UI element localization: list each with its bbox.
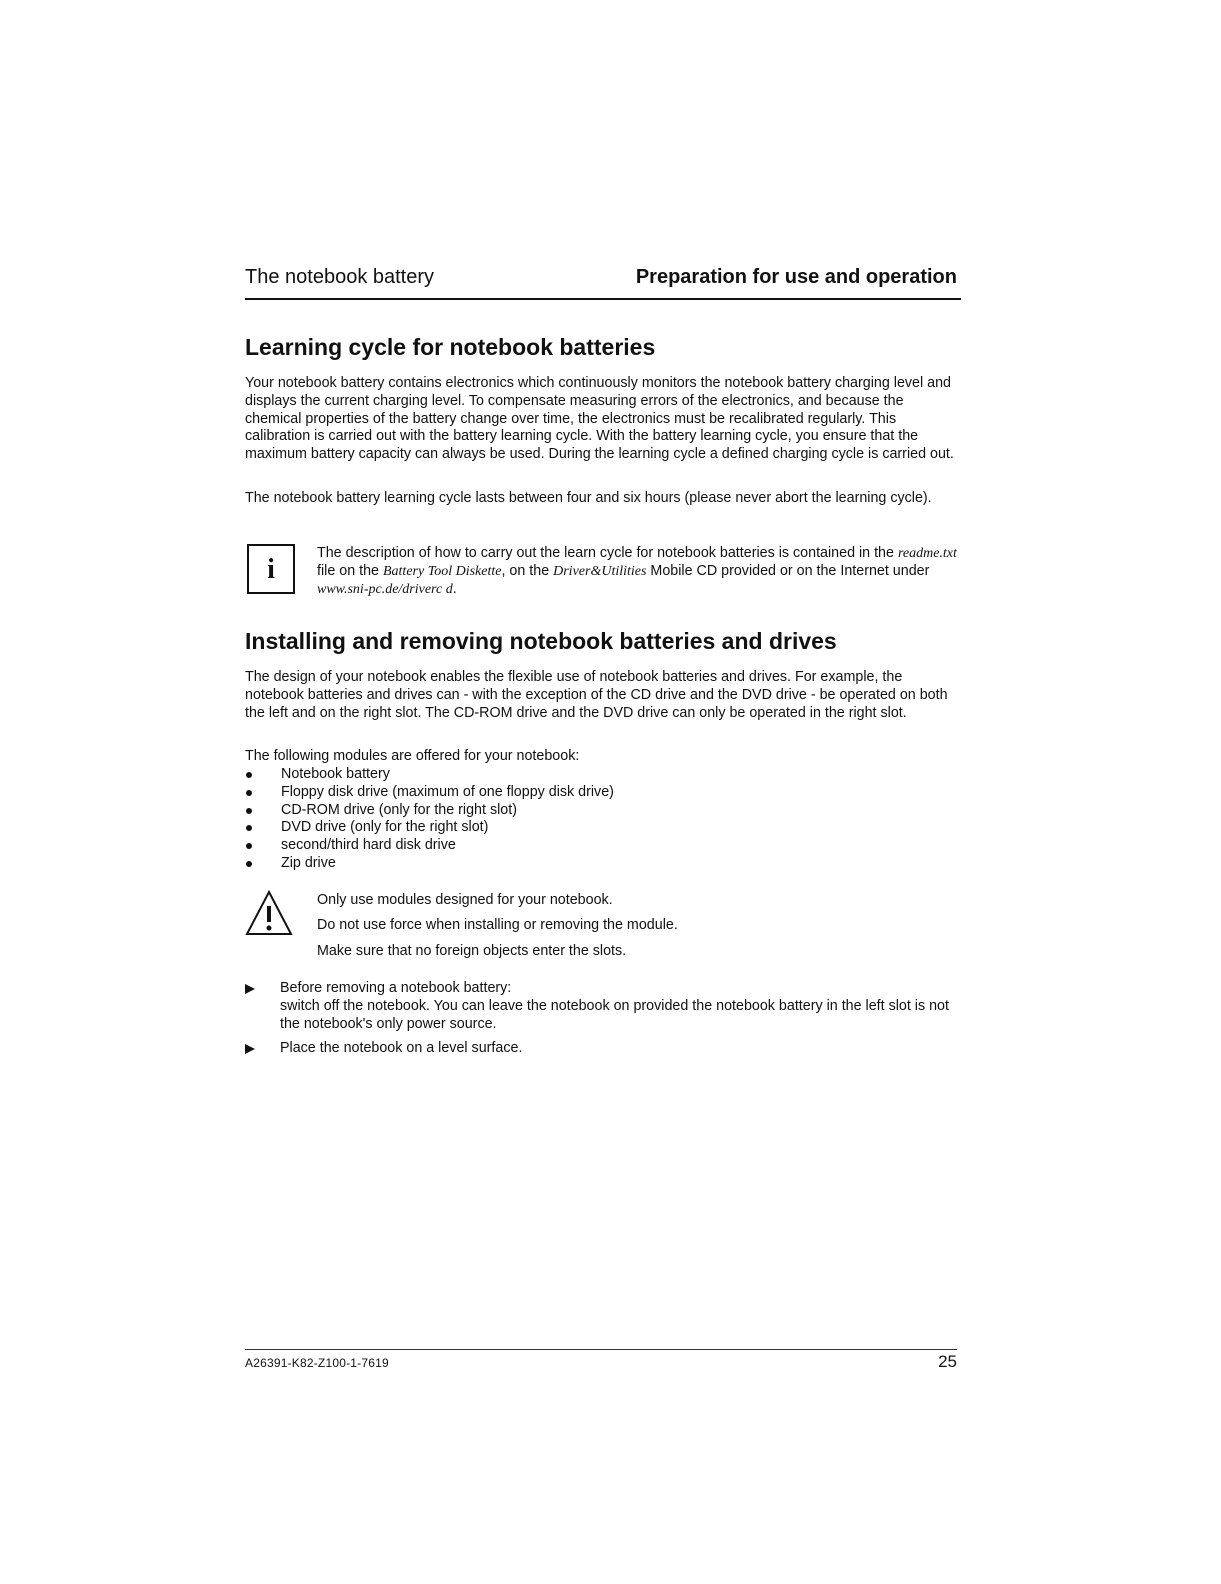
warning-note [317,892,957,968]
step-arrow-icon [245,984,255,994]
installing-paragraph-1: The design of your notebook enables the flexible use of notebook batteries and drives. For example, the notebook batteries and drives can - with the exception of the CD drive and the DVD drive - be operated on both the left and on the right slot. The CD-ROM drive and the DVD drive can only be operated in the right slot. [245,669,948,721]
battery-tool-diskette: Battery Tool Diskette [382,563,502,579]
bullet-icon [246,790,252,796]
document-number: A26391-K82-Z100-1-7619 [245,1356,389,1370]
list-item: CD-ROM drive (only for the right slot) [245,802,614,820]
list-item: second/third hard disk drive [245,837,614,855]
bullet-icon [246,861,252,867]
page-header [245,264,961,300]
list-item [245,1040,961,1058]
module-list [245,766,614,873]
page-number: 25 [938,1352,957,1371]
driver-url: www.sni-pc.de/driverc d [317,581,453,597]
info-glyph: i [267,554,275,585]
info-text-part: Mobile CD provided or on the Internet under [646,562,930,579]
manual-page [245,0,961,1584]
warning-icon [245,890,293,936]
step-title: Before removing a notebook battery: [280,980,512,996]
bullet-icon [246,843,252,849]
info-text-part: . [452,580,457,597]
list-item: Notebook battery [245,766,614,784]
warning-line: Make sure that no foreign objects enter the slots. [317,942,627,959]
info-text-part: file on the [317,562,383,579]
installing-paragraph-2: The following modules are offered for your notebook: [245,748,580,764]
step-arrow-icon [245,1044,255,1054]
instruction-steps [245,980,961,1065]
info-text-part: The description of how to carry out the learn cycle for notebook batteries is contained in the [317,545,898,561]
installing-heading: Installing and removing notebook batteries and drives [245,628,837,654]
list-item: Zip drive [245,855,614,873]
step-detail: switch off the notebook. You can leave the notebook on provided the notebook battery in the left slot is not the notebook's only power source. [280,997,949,1032]
header-section-title: Preparation for use and operation [635,266,957,288]
learning-cycle-paragraph-2: The notebook battery learning cycle lasts between four and six hours (please never abort the learning cycle). [245,490,932,506]
page-footer [245,1349,957,1371]
list-item: DVD drive (only for the right slot) [245,819,614,837]
list-item: Floppy disk drive (maximum of one floppy disk drive) [245,784,614,802]
warning-line: Only use modules designed for your notebook. [317,892,613,908]
readme-filename: readme.txt [897,546,957,561]
bullet-icon [246,772,252,778]
warning-line: Do not use force when installing or removing the module. [317,917,678,934]
step-title: Place the notebook on a level surface. [280,1040,523,1057]
driver-utilities-cd: Driver&Utilities [553,563,647,579]
learning-cycle-paragraph-1: Your notebook battery contains electronics which continuously monitors the notebook battery charging level and displays the current charging level. To compensate measuring errors of the electronics, and because the chemical properties of the battery change over time, the electronics must be recalibrated regularly. This calibration is carried out with the battery learning cycle. With the battery learning cycle, you ensure that the maximum battery capacity can always be used. During the learning cycle a defined charging cycle is carried out. [245,375,954,463]
bullet-icon [246,808,252,814]
learning-cycle-heading: Learning cycle for notebook batteries [245,334,656,360]
bullet-icon [246,825,252,831]
header-chapter-title: The notebook battery [245,266,435,288]
info-icon [247,544,295,594]
list-item [245,980,961,1033]
info-note [317,545,957,598]
info-text-part: , on the [501,562,554,579]
